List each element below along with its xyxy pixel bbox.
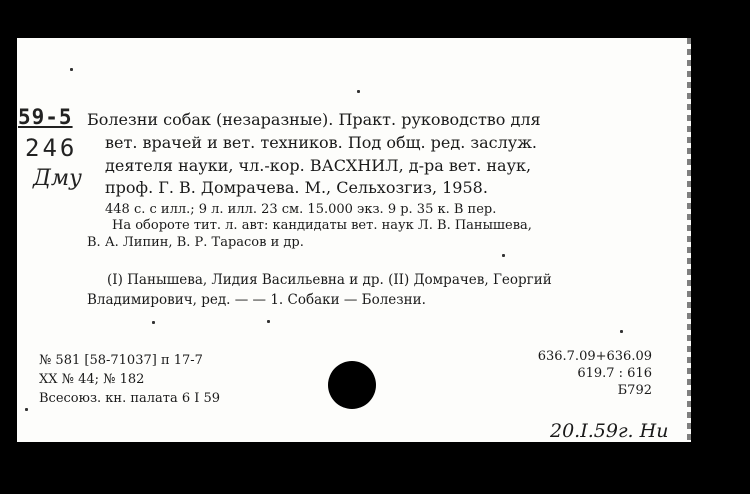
speck [620,330,623,333]
footer-left-line: XX № 44; № 182 [39,372,145,387]
entry-line: деятеля науки, чл.-кор. ВАСХНИЛ, д-ра вет. наук, [105,156,532,175]
author-mark: Б792 [617,383,652,398]
entry-line: проф. Г. В. Домрачева. М., Сельхозгиз, 1958. [105,178,488,197]
speck [357,90,360,93]
speck [267,320,270,323]
note-line: В. А. Липин, В. Р. Тарасов и др. [87,235,304,250]
speck [152,321,155,324]
speck [70,68,73,71]
footer-left-line: № 581 [58-71037] п 17-7 [39,353,203,368]
speck [25,408,28,411]
speck [502,254,505,257]
call-number-line-3: Дму [33,166,82,191]
call-number-line-1: 59-5 [18,105,73,129]
catalog-card [17,38,691,442]
tracing-line: (I) Панышева, Лидия Васильевна и др. (II) Домрачев, Георгий [107,272,552,288]
tracing-line: Владимирович, ред. — — 1. Собаки — Болезни. [87,292,426,308]
footer-left-line: Всесоюз. кн. палата 6 I 59 [39,391,221,406]
card-punch-hole [328,361,376,409]
entry-title: Болезни собак (незаразные). Практ. руководство для [87,110,541,129]
handwritten-date: 20.I.59г. Ни [550,420,669,442]
entry-line: вет. врачей и вет. техников. Под общ. ред. заслуж. [105,133,537,152]
call-number-line-2: 246 [25,134,78,162]
note-line: На обороте тит. л. авт: кандидаты вет. наук Л. В. Панышева, [112,218,532,233]
card-edge-noise [687,38,691,442]
classification-number: 636.7.09+636.09 [537,349,652,364]
classification-number: 619.7 : 616 [577,366,652,381]
collation-line: 448 с. с илл.; 9 л. илл. 23 см. 15.000 экз. 9 р. 35 к. В пер. [105,202,497,217]
